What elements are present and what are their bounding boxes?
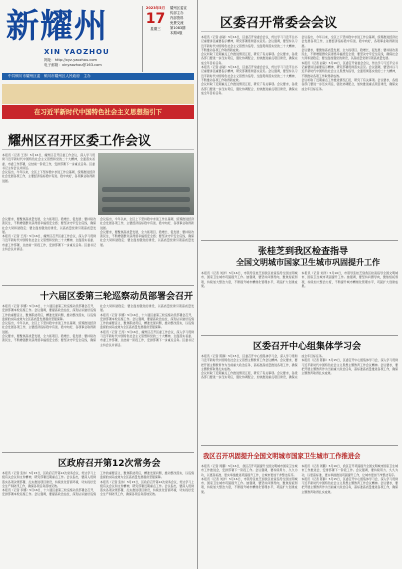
headline-zhang-inspection: 张桂芝到我区检查指导 (258, 247, 349, 257)
article-promotion-meeting (201, 464, 398, 564)
article-paragraph: 本报讯（记者 李娜）5月16日，十六届区委第三轮巡察动员部署会召开，安排部署本轮巡察工作。会议强调，要提高政治站位，深刻认识做好巡察工作的重要意义，聚焦职能责任，精准发现问题，推动整改落实，以巡察监督的实际成效为全区高质量发展提供坚强保障。 (100, 312, 194, 330)
article-central-group-study (201, 354, 398, 442)
divider (201, 445, 398, 446)
article-paragraph: 会议要求，要聚焦高质量发展，全力抓项目、稳增长、促发展；要持续改善民生，不断增强群众获得感幸福感安全感；要坚决守牢安全底线，确保社会大局和谐稳定；要全面加强党的建设，以高质量党建引领高质量发展。 (100, 229, 194, 247)
column-divider (197, 0, 198, 569)
divider (2, 452, 194, 453)
issue-info-line: 耀州区委宣传部主办 (170, 6, 187, 15)
masthead-title: 新耀州 (6, 6, 108, 45)
article-paragraph: 本报讯（记者 李娜）5月16日，十六届区委第三轮巡察动员部署会召开，安排部署本轮巡察工作。会议强调，要提高政治站位，深刻认识做好巡察工作的重要意义，聚焦职能责任，精准发现问题，推动整改落实，以巡察监督的实际成效为全区高质量发展提供坚强保障。 (2, 471, 194, 497)
issue-info-line: 第1083期 (170, 26, 186, 30)
article-paragraph: 会议听取了近期重点工作推进情况汇报，研究了有关事项。会议要求，各级各部门要进一步压实责任，强化协调配合，加快推进重点项目建设，确保完成全年目标任务。 (201, 354, 325, 380)
article-region-work-meeting (2, 147, 194, 252)
article-paragraph: 本报讯（记者 李娜）5月16日，十六届区委第三轮巡察动员部署会召开，安排部署本轮巡察工作。会议强调，要提高政治站位，深刻认识做好巡察工作的重要意义，聚焦职能责任，精准发现问题，推动整改落实，以巡察监督的实际成效为全区高质量发展提供坚强保障。 (2, 304, 96, 321)
divider (201, 240, 398, 241)
article-paragraph: 本报讯（记者 陈静）5月15日，区委召开中心组集体学习会，深入学习贯彻习近平新时代中国特色社会主义思想主题教育工作会议精神。会议要求，要把开展主题教育作为当前重大政治任务，高标准高质量推进各项工作，确保主题教育取得扎实成效。 (301, 476, 398, 494)
headline-inspection-mobilization: 十六届区委第三轮巡察动员部署会召开 (40, 292, 194, 302)
article-inspection-mobilization (2, 304, 194, 449)
slogan-banner: 在习近平新时代中国特色社会主义思想指引下 (2, 105, 194, 119)
article-paragraph: 本报讯（记者 陈静）5月15日，区委召开中心组集体学习会，深入学习贯彻习近平新时代中国特色社会主义思想主题教育工作会议精神。会议要求，要把开展主题教育作为当前重大政治任务，高标准高质量推进各项工作，确保主题教育取得扎实成效。 (301, 358, 398, 376)
divider (2, 285, 194, 286)
subheadline-civilized-city: 全国文明城市国家卫生城市巩固提升工作 (236, 258, 380, 267)
article-paragraph: 会议指出，今年以来，全区上下坚持稳中求进工作总基调，统筹推进经济社会发展各项工作，主要经济指标稳中有进、稳中向好，各项事业取得新进展。 (100, 217, 194, 230)
article-paragraph: 本报讯（记者 王涛）5月16日，耀州区召开区委工作会议，深入学习贯彻习近平新时代中国特色社会主义思想和党的二十大精神，全面落实省委、市委工作部署，总结前一阶段工作，安排部署下一步重点任务。区委书记主持会议并讲话。 (2, 153, 95, 170)
headline-central-group-study: 区委召开中心组集体学习会 (253, 342, 362, 352)
headline-region-work-meeting: 耀州区召开区委工作会议 (8, 134, 152, 149)
issue-info-line: 内部资料 (170, 16, 184, 20)
article-paragraph: 本报讯（记者 王涛）5月16日，耀州区召开区委工作会议，深入学习贯彻习近平新时代中国特色社会主义思想和党的二十大精神，全面落实省委、市委工作部署，总结前一阶段工作，安排部署下一步重点任务。区委书记主持会议并讲话。 (2, 234, 96, 252)
article-paragraph: 本报讯（记者 张伟）5月15日，区政府召开第12次常务会议，传达学习上级有关会议和文件精神，研究部署近期重点工作。会议指出，要深入贯彻落实各项决策部署，扎实推进项目建设，持续优化营商环境，切实抓好安全生产和防汛工作，确保各项任务落地见效。 (100, 479, 194, 497)
article-paragraph: 会议指出，今年以来，全区上下坚持稳中求进工作总基调，统筹推进经济社会发展各项工作，主要经济指标稳中有进、稳中向好，各项事业取得新进展。 (301, 35, 398, 48)
article-paragraph: 本报讯（记者 刘洋）5月16日，市领导张桂芝到我区检查指导全国文明城市、国家卫生城市巩固提升工作。她强调，要坚持问题导向，聚焦短板弱项，持续加大整治力度，不断提升城市精细化管理水平，巩固扩大创建成果。 (301, 271, 398, 288)
masthead-email: 电子邮箱：xinyaozhou@163.com (44, 63, 102, 67)
headline-promotion-meeting: 我区召开巩固提升全国文明城市国家卫生城市工作推进会 (203, 453, 361, 460)
article-paragraph: 本报讯（记者 周鹏）5月16日，我区召开巩固提升全国文明城市国家卫生城市工作推进会，安排部署下一阶段工作。会议强调，要持续用力、久久为功，以更高标准、更实举措推进巩固提升工作，让城市更加干净整洁有序。 (301, 464, 398, 477)
article-paragraph: 会议指出，今年以来，全区上下坚持稳中求进工作总基调，统筹推进经济社会发展各项工作，主要经济指标稳中有进、稳中向好，各项事业取得新进展。 (2, 170, 95, 183)
article-paragraph: 本报讯（记者 赵敏）5月16日，区委召开常委会会议，传达学习习近平总书记重要讲话重要指示精神，研究部署贯彻落实意见。会议强调，要坚持以习近平新时代中国特色社会主义思想为指导，全面贯彻落实党的二十大精神，不断推动各项工作取得新成效。 (301, 60, 398, 78)
article-paragraph: 会议要求，要聚焦高质量发展，全力抓项目、稳增长、促发展；要持续改善民生，不断增强群众获得感幸福感安全感；要坚决守牢安全底线，确保社会大局和谐稳定；要全面加强党的建设，以高质量党建引领高质量发展。 (301, 47, 398, 61)
article-paragraph: 本报讯（记者 赵敏）5月16日，区委召开常委会会议，传达学习习近平总书记重要讲话重要指示精神，研究部署贯彻落实意见。会议强调，要坚持以习近平新时代中国特色社会主义思想为指导，全面贯彻落实党的二十大精神，不断推动各项工作取得新成效。 (201, 35, 298, 52)
article-standing-committee (201, 35, 398, 235)
article-paragraph: 会议听取了近期重点工作推进情况汇报，研究了有关事项。会议要求，各级各部门要进一步压实责任，强化协调配合，加快推进重点项目建设，确保完成全年目标任务。 (301, 77, 398, 91)
article-zhang-inspection (201, 271, 398, 331)
issue-info (168, 6, 190, 72)
article-paragraph: 本报讯（记者 刘洋）5月16日，市领导张桂芝到我区检查指导全国文明城市、国家卫生城市巩固提升工作。她强调，要坚持问题导向，聚焦短板弱项，持续加大整治力度，不断提升城市精细化管理水平，巩固扩大创建成果。 (201, 476, 298, 494)
article-paragraph: 本报讯（记者 赵敏）5月16日，区委召开常委会会议，传达学习习近平总书记重要讲话重要指示精神，研究部署贯彻落实意见。会议强调，要坚持以习近平新时代中国特色社会主义思想为指导，全面贯彻落实党的二十大精神，不断推动各项工作取得新成效。 (201, 65, 298, 82)
article-paragraph: 本报讯（记者 陈静）5月15日，区委召开中心组集体学习会，深入学习贯彻习近平新时代中国特色社会主义思想主题教育工作会议精神。会议要求，要把开展主题教育作为当前重大政治任务，高标准高质量推进各项工作，确保主题教育取得扎实成效。 (201, 354, 298, 371)
article-paragraph: 会议指出，今年以来，全区上下坚持稳中求进工作总基调，统筹推进经济社会发展各项工作，主要经济指标稳中有进、稳中向好，各项事业取得新进展。 (2, 321, 96, 334)
masthead-pinyin: XIN YAOZHOU (44, 48, 110, 56)
masthead-url: 网址：http://xyz.yaozhou.com (44, 58, 98, 62)
article-paragraph: 会议听取了近期重点工作推进情况汇报，研究了有关事项。会议要求，各级各部门要进一步压实责任，强化协调配合，加快推进重点项目建设，确保完成全年目标任务。 (201, 82, 298, 95)
masthead-info (44, 58, 102, 68)
article-paragraph: 会议要求，要聚焦高质量发展，全力抓项目、稳增长、促发展；要持续改善民生，不断增强群众获得感幸福感安全感；要坚决守牢安全底线，确保社会大局和谐稳定；要全面加强党的建设，以高质量党建引领高质量发展。 (2, 304, 194, 343)
article-paragraph: 本报讯（记者 周鹏）5月16日，我区召开巩固提升全国文明城市国家卫生城市工作推进会，安排部署下一阶段工作。会议强调，要持续用力、久久为功，以更高标准、更实举措推进巩固提升工作，让城市更加干净整洁有序。 (201, 464, 298, 477)
article-paragraph: 本报讯（记者 王涛）5月16日，耀州区召开区委工作会议，深入学习贯彻习近平新时代中国特色社会主义思想和党的二十大精神，全面落实省委、市委工作部署，总结前一阶段工作，安排部署下一步重点任务。区委书记主持会议并讲话。 (100, 329, 194, 347)
divider (2, 149, 194, 150)
headline-government-meeting: 区政府召开第12次常务会 (58, 459, 161, 469)
divider (201, 31, 398, 32)
article-paragraph: 会议听取了近期重点工作推进情况汇报，研究了有关事项。会议要求，各级各部门要进一步压实责任，强化协调配合，加快推进重点项目建设，确保完成全年目标任务。 (201, 52, 298, 65)
issue-info-line: 本期4版 (170, 31, 183, 35)
issue-info-line: 免费交流 (170, 21, 184, 25)
issue-date: 2023年5月 (145, 6, 166, 10)
article-paragraph: 本报讯（记者 张伟）5月15日，区政府召开第12次常务会议，传达学习上级有关会议和文件精神，研究部署近期重点工作。会议指出，要深入贯彻落实各项决策部署，扎实推进项目建设，持续优化营商环境，切实抓好安全生产和防汛工作，确保各项任务落地见效。 (2, 471, 96, 488)
divider (201, 335, 398, 336)
article-body (2, 153, 95, 215)
article-paragraph: 本报讯（记者 刘洋）5月16日，市领导张桂芝到我区检查指导全国文明城市、国家卫生城市巩固提升工作。她强调，要坚持问题导向，聚焦短板弱项，持续加大整治力度，不断提升城市精细化管理水平，巩固扩大创建成果。 (201, 271, 298, 288)
issue-datebox (142, 6, 168, 72)
issue-day: 17 (145, 11, 166, 27)
banner-decoration (2, 84, 194, 104)
divider-block (201, 29, 398, 35)
meeting-photo (98, 153, 194, 215)
article-government-meeting (2, 471, 194, 566)
article-paragraph: 会议要求，要聚焦高质量发展，全力抓项目、稳增长、促发展；要持续改善民生，不断增强群众获得感幸福感安全感；要坚决守牢安全底线，确保社会大局和谐稳定；要全面加强党的建设，以高质量党建引领高质量发展。 (2, 217, 96, 234)
publisher-bar: 中共铜川市耀州区委 铜川市耀州区人民政府 主办 (2, 73, 194, 80)
issue-weekday: 星期三 (150, 27, 161, 31)
headline-standing-committee: 区委召开常委会会议 (220, 16, 338, 31)
